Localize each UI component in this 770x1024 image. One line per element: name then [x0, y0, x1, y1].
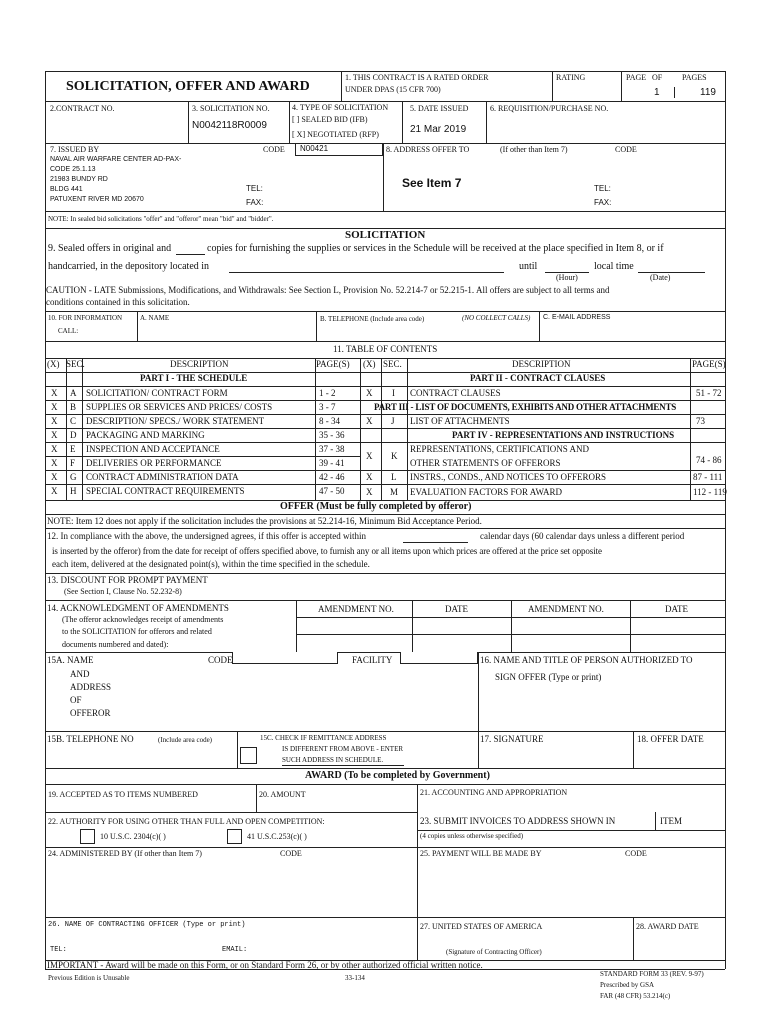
- item15c-line-2: IS DIFFERENT FROM ABOVE - ENTER: [282, 745, 404, 753]
- item28-label: 28. AWARD DATE: [636, 922, 699, 931]
- toc-pages: 8 - 34: [319, 416, 340, 426]
- item9-text-c: handcarried, in the depository located in: [48, 261, 210, 272]
- toc-pages: 39 - 41: [319, 458, 345, 468]
- dpas-label: UNDER DPAS (15 CFR 700): [345, 85, 441, 94]
- requisition-label: 6. REQUISITION/PURCHASE NO.: [490, 104, 609, 113]
- item26-label: 26. NAME OF CONTRACTING OFFICER (Type or print): [48, 921, 246, 929]
- item15a-code-label: CODE: [208, 655, 233, 665]
- toc-x-mark: X: [366, 388, 373, 398]
- until-label: until: [519, 261, 538, 272]
- toc-pages: 42 - 46: [319, 472, 345, 482]
- issued-code-label: CODE: [263, 145, 285, 154]
- toc-sec: A: [70, 388, 77, 398]
- form-title: SOLICITATION, OFFER AND AWARD: [66, 79, 310, 94]
- toc-desc: INSTRS., CONDS., AND NOTICES TO OFFERORS: [410, 472, 606, 482]
- toc-sec: C: [70, 416, 77, 426]
- item9-text-a: 9. Sealed offers in original and: [48, 243, 172, 254]
- item14-sub-c: documents numbered and dated):: [62, 640, 169, 649]
- toc-pages: 51 - 72: [696, 388, 722, 398]
- sealed-bid-note: NOTE: In sealed bid solicitations "offer" and "offeror" mean "bid" and "bidder".: [48, 215, 274, 223]
- item15b-label: 15B. TELEPHONE NO: [47, 734, 134, 744]
- item15c-line-1: 15C. CHECK IF REMITTANCE ADDRESS: [260, 734, 387, 742]
- item14-sub-a: (The offeror acknowledges receipt of amendments: [62, 615, 224, 624]
- item12-text-c: is inserted by the offeror) from the date for receipt of offers specified above, to furnish any or all items upon which prices are offered at the price set opposite: [52, 546, 602, 556]
- toc-sec: F: [70, 458, 76, 468]
- toc-sec: H: [70, 486, 77, 496]
- date-caption: (Date): [650, 273, 671, 282]
- depository-blank[interactable]: [229, 272, 504, 273]
- amendment-no-header: AMENDMENT NO.: [318, 604, 394, 614]
- standard-form-label: STANDARD FORM 33 (REV. 9-97): [600, 970, 704, 978]
- if-other-label: (If other than Item 7): [500, 145, 568, 154]
- item9-text-b: copies for furnishing the supplies or services in the Schedule will be received at the place specified in Item 8, or if: [207, 243, 664, 254]
- item25-label: 25. PAYMENT WILL BE MADE BY: [420, 849, 542, 858]
- toc-pages: 112 - 119: [693, 487, 727, 497]
- toc-x-mark: X: [51, 430, 58, 440]
- rating-label: RATING: [556, 73, 586, 82]
- item15a-line: ADDRESS: [70, 682, 112, 692]
- item15a-lines: [70, 668, 111, 720]
- toc-sec-col-left: SEC.: [66, 359, 85, 369]
- fax-label: FAX:: [246, 198, 264, 207]
- page-label: PAGE: [626, 73, 647, 82]
- rated-order-label: 1. THIS CONTRACT IS A RATED ORDER: [345, 73, 489, 82]
- pages-label: PAGES: [682, 73, 707, 82]
- item12-text-d: each item, delivered at the designated point(s), within the time specified in the schedule.: [52, 559, 370, 569]
- item14-sub-b: to the SOLICITATION for offerors and related: [62, 627, 212, 636]
- of-label: OF: [652, 73, 663, 82]
- solicitation-no-label: 3. SOLICITATION NO.: [192, 104, 270, 113]
- officer-tel-label: TEL:: [50, 946, 67, 954]
- toc-desc: INSPECTION AND ACCEPTANCE: [86, 444, 220, 454]
- date-blank[interactable]: [638, 272, 705, 273]
- toc-x-col-right: (X): [363, 359, 376, 369]
- facility-label: FACILITY: [352, 655, 393, 665]
- toc-x-mark: X: [366, 487, 373, 497]
- prescribed-by-label: Prescribed by GSA: [600, 981, 655, 989]
- item15a-line: OF: [70, 695, 82, 705]
- item23-label: 23. SUBMIT INVOICES TO ADDRESS SHOWN IN: [420, 816, 616, 826]
- item15a-line: OFFEROR: [70, 708, 111, 718]
- amendment-date-header: DATE: [445, 604, 468, 614]
- item17-label: 17. SIGNATURE: [480, 734, 544, 744]
- toc-x-mark: X: [366, 451, 373, 461]
- important-notice: IMPORTANT - Award will be made on this Form, or on Standard Form 26, or by other authorized official written notice.: [47, 960, 483, 970]
- usc-2304-label: 10 U.S.C. 2304(c)( ): [100, 832, 166, 841]
- toc-sec: K: [391, 451, 398, 461]
- total-pages: 119: [700, 87, 716, 98]
- fax2-label: FAX:: [594, 198, 612, 207]
- toc-pages: 3 - 7: [319, 402, 336, 412]
- toc-x-mark: X: [51, 444, 58, 454]
- award-heading: AWARD (To be completed by Government): [305, 770, 490, 781]
- item12-note: NOTE: Item 12 does not apply if the solicitation includes the provisions at 52.214-16, Minimum Bid Acceptance Period.: [47, 516, 482, 526]
- item15c-line-3: SUCH ADDRESS IN SCHEDULE.: [282, 756, 384, 764]
- sealed-bid-option[interactable]: [ ] SEALED BID (IFB): [292, 115, 368, 124]
- address-line: PATUXENT RIVER MD 20670: [50, 196, 144, 203]
- date-issued-label: 5. DATE ISSUED: [410, 104, 469, 113]
- contact-name-label: A. NAME: [140, 314, 170, 322]
- calendar-days-blank[interactable]: [403, 542, 468, 543]
- toc-desc: SUPPLIES OR SERVICES AND PRICES/ COSTS: [86, 402, 273, 412]
- toc-x-mark: X: [51, 472, 58, 482]
- item24-code-label: CODE: [280, 849, 302, 858]
- item27-label: 27. UNITED STATES OF AMERICA: [420, 922, 543, 931]
- solicitation-heading: SOLICITATION: [345, 229, 426, 241]
- toc-x-mark: X: [51, 486, 58, 496]
- item12-text-b: calendar days (60 calendar days unless a different period: [480, 531, 685, 541]
- toc-desc: OTHER STATEMENTS OF OFFERORS: [410, 458, 561, 468]
- caution-text-2: conditions contained in this solicitation.: [46, 297, 190, 307]
- see-item-7: See Item 7: [402, 176, 462, 190]
- item15a-label: 15A. NAME: [47, 655, 94, 665]
- toc-sec: G: [70, 472, 77, 482]
- toc-desc: SPECIAL CONTRACT REQUIREMENTS: [86, 486, 245, 496]
- item24-label: 24. ADMINISTERED BY (If other than Item 7): [48, 849, 202, 858]
- tel2-label: TEL:: [594, 184, 611, 193]
- amendment-date-header-2: DATE: [665, 604, 688, 614]
- item14-label: 14. ACKNOWLEDGMENT OF AMENDMENTS: [47, 603, 229, 613]
- toc-pages-col-left: PAGE(S): [316, 359, 350, 369]
- toc-pages: 73: [696, 416, 705, 426]
- usc-2304-checkbox[interactable]: [80, 829, 95, 844]
- toc-desc: EVALUATION FACTORS FOR AWARD: [410, 487, 563, 497]
- toc-sec: M: [390, 487, 399, 497]
- toc-pages: 1 - 2: [319, 388, 336, 398]
- address-line: NAVAL AIR WARFARE CENTER AD-PAX-: [50, 156, 182, 163]
- item12-text-a: 12. In compliance with the above, the undersigned agrees, if this offer is accepted within: [47, 531, 366, 541]
- toc-part-1: PART I - THE SCHEDULE: [140, 373, 248, 383]
- offeror-code-field[interactable]: [232, 652, 338, 664]
- toc-sec: I: [392, 388, 395, 398]
- toc-x-mark: X: [51, 416, 58, 426]
- toc-desc: REPRESENTATIONS, CERTIFICATIONS AND: [410, 444, 590, 454]
- toc-sec: J: [391, 416, 395, 426]
- toc-sec: B: [70, 402, 77, 412]
- toc-desc: DELIVERIES OR PERFORMANCE: [86, 458, 222, 468]
- local-time-label: local time: [594, 261, 634, 272]
- toc-desc: SOLICITATION/ CONTRACT FORM: [86, 388, 228, 398]
- remittance-checkbox[interactable]: [240, 747, 257, 764]
- signature-caption: (Signature of Contracting Officer): [446, 948, 542, 956]
- toc-desc: CONTRACT CLAUSES: [410, 388, 501, 398]
- officer-email-label: EMAIL:: [222, 946, 248, 954]
- offer-code-label: CODE: [615, 145, 637, 154]
- toc-pages: 47 - 50: [319, 486, 345, 496]
- item13-label: 13. DISCOUNT FOR PROMPT PAYMENT: [47, 575, 208, 585]
- item13-sub: (See Section I, Clause No. 52.232-8): [64, 587, 182, 596]
- toc-x-mark: X: [51, 458, 58, 468]
- previous-edition-note: Previous Edition is Unusable: [48, 974, 130, 982]
- toc-part-2: PART II - CONTRACT CLAUSES: [470, 373, 606, 383]
- item23-item-label: ITEM: [660, 816, 682, 826]
- toc-x-mark: X: [51, 388, 58, 398]
- solicitation-no-value: N0042118R0009: [192, 120, 267, 131]
- toc-pages-col-right: PAGE(S): [692, 359, 726, 369]
- toc-x-col-left: (X): [47, 359, 60, 369]
- issued-code-box[interactable]: [295, 143, 383, 156]
- page-number: 1: [654, 87, 660, 98]
- negotiated-option[interactable]: [ X] NEGOTIATED (RFP): [292, 130, 379, 139]
- far-reference-label: FAR (48 CFR) 53.214(c): [600, 992, 671, 1000]
- amendment-no-header-2: AMENDMENT NO.: [528, 604, 604, 614]
- item20-label: 20. AMOUNT: [259, 790, 306, 799]
- address-line: CODE 25.1.13: [50, 166, 96, 173]
- toc-sec: L: [391, 472, 397, 482]
- include-area-code-label: (Include area code): [158, 736, 213, 744]
- toc-pages: 35 - 36: [319, 430, 345, 440]
- usc-253-label: 41 U.S.C.253(c)( ): [247, 832, 307, 841]
- item15a-line: AND: [70, 669, 90, 679]
- hour-caption: (Hour): [556, 273, 578, 282]
- item16-sub: SIGN OFFER (Type or print): [495, 672, 602, 682]
- toc-x-mark: X: [366, 416, 373, 426]
- for-information-label: 10. FOR INFORMATION: [48, 314, 123, 322]
- toc-sec: D: [70, 430, 77, 440]
- issued-by-label: 7. ISSUED BY: [50, 145, 100, 154]
- toc-desc: PACKAGING AND MARKING: [86, 430, 205, 440]
- item16-label: 16. NAME AND TITLE OF PERSON AUTHORIZED TO: [480, 655, 693, 665]
- address-offer-label: 8. ADDRESS OFFER TO: [386, 145, 470, 154]
- item23-sub: (4 copies unless otherwise specified): [420, 832, 524, 840]
- form-number: 33-134: [345, 974, 365, 982]
- toc-heading: 11. TABLE OF CONTENTS: [333, 344, 438, 354]
- solicitation-type-label: 4. TYPE OF SOLICITATION: [292, 103, 389, 112]
- toc-x-mark: X: [51, 402, 58, 412]
- toc-desc-col-left: DESCRIPTION: [170, 359, 229, 369]
- toc-desc-col-right: DESCRIPTION: [512, 359, 571, 369]
- date-issued-value: 21 Mar 2019: [410, 124, 467, 135]
- toc-pages: 87 - 111: [693, 472, 723, 482]
- toc-pages: 74 - 86: [696, 455, 722, 465]
- issued-code-value: N00421: [300, 144, 329, 153]
- address-line: BLDG 441: [50, 186, 83, 193]
- issued-by-address: [50, 155, 181, 205]
- item19-label: 19. ACCEPTED AS TO ITEMS NUMBERED: [48, 790, 198, 799]
- contract-no-label: 2.CONTRACT NO.: [50, 104, 115, 113]
- toc-part-3: PART III - LIST OF DOCUMENTS, EXHIBITS AND OTHER ATTACHMENTS: [374, 402, 677, 412]
- email-address-label: C. E-MAIL ADDRESS: [543, 314, 611, 321]
- toc-desc: CONTRACT ADMINISTRATION DATA: [86, 472, 239, 482]
- no-collect-label: (NO COLLECT CALLS): [462, 314, 531, 322]
- copies-blank[interactable]: [176, 254, 205, 255]
- toc-sec: E: [70, 444, 76, 454]
- item25-code-label: CODE: [625, 849, 647, 858]
- toc-desc: DESCRIPTION/ SPECS./ WORK STATEMENT: [86, 416, 265, 426]
- item21-label: 21. ACCOUNTING AND APPROPRIATION: [420, 788, 568, 797]
- facility-field[interactable]: [400, 652, 478, 664]
- toc-part-4: PART IV - REPRESENTATIONS AND INSTRUCTIONS: [452, 430, 675, 440]
- item22-label: 22. AUTHORITY FOR USING OTHER THAN FULL AND OPEN COMPETITION:: [48, 817, 325, 826]
- caution-text: CAUTION - LATE Submissions, Modifications, and Withdrawals: See Section L, Provision No. 52.214-7 or 52.215-1. All offers are subject to all terms and: [46, 285, 610, 295]
- toc-sec-col-right: SEC.: [383, 359, 402, 369]
- toc-pages: 37 - 38: [319, 444, 345, 454]
- address-line: 21983 BUNDY RD: [50, 176, 108, 183]
- contact-telephone-label: B. TELEPHONE (Include area code): [320, 315, 425, 323]
- usc-253-checkbox[interactable]: [227, 829, 242, 844]
- toc-x-mark: X: [366, 472, 373, 482]
- call-label: CALL:: [58, 327, 79, 335]
- offer-heading: OFFER (Must be fully completed by offeror): [280, 501, 472, 512]
- item18-label: 18. OFFER DATE: [637, 734, 704, 744]
- toc-desc: LIST OF ATTACHMENTS: [410, 416, 510, 426]
- tel-label: TEL:: [246, 184, 263, 193]
